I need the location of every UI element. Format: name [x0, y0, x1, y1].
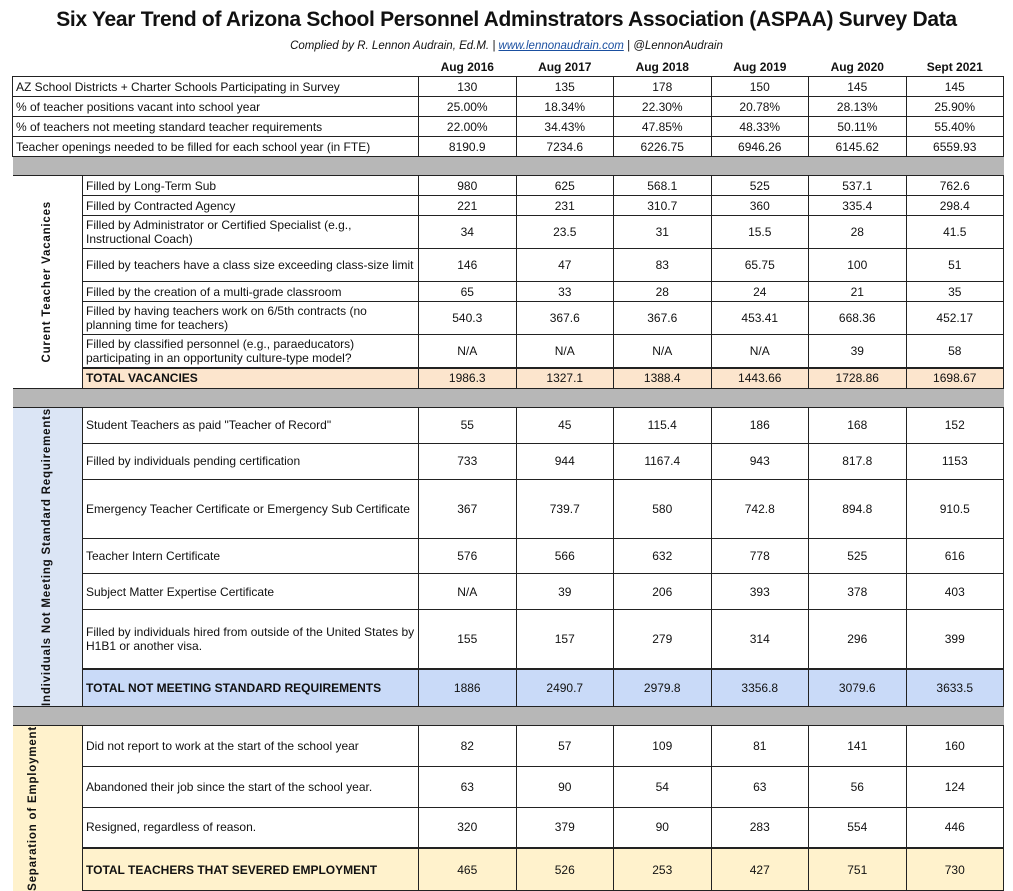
- cell-value: 63: [711, 766, 809, 807]
- cell-value: 35: [906, 282, 1004, 302]
- cell-value: 540.3: [419, 302, 517, 335]
- table-row: [13, 302, 1004, 335]
- section-divider: [13, 706, 1004, 725]
- total-value: 526: [516, 848, 614, 891]
- row-label: Filled by classified personnel (e.g., paraeducators) participating in an opportunity culture-type model?: [83, 335, 419, 368]
- cell-value: 55: [419, 408, 517, 444]
- total-label: TOTAL VACANCIES: [83, 368, 419, 389]
- cell-value: 124: [906, 766, 1004, 807]
- total-row: [13, 848, 1004, 891]
- cell-value: 739.7: [516, 479, 614, 538]
- cell-value: 47.85%: [614, 117, 712, 137]
- cell-value: 566: [516, 538, 614, 574]
- cell-value: 47: [516, 249, 614, 282]
- row-label: % of teachers not meeting standard teacher requirements: [13, 117, 419, 137]
- cell-value: 446: [906, 807, 1004, 848]
- cell-value: 576: [419, 538, 517, 574]
- cell-value: 25.00%: [419, 97, 517, 117]
- cell-value: 157: [516, 610, 614, 669]
- cell-value: 152: [906, 408, 1004, 444]
- cell-value: 22.30%: [614, 97, 712, 117]
- cell-value: 25.90%: [906, 97, 1004, 117]
- cell-value: 90: [614, 807, 712, 848]
- cell-value: 57: [516, 725, 614, 766]
- page-title: Six Year Trend of Arizona School Personnel Adminstrators Association (ASPAA) Survey Data: [56, 8, 957, 31]
- table-row: [13, 479, 1004, 538]
- total-value: 2490.7: [516, 669, 614, 707]
- cell-value: 537.1: [809, 176, 907, 196]
- column-header: Aug 2019: [733, 59, 787, 74]
- subtitle-credit: Complied by R. Lennon Audrain, Ed.M. |: [290, 40, 499, 52]
- table-row: [13, 196, 1004, 216]
- total-value: 1388.4: [614, 368, 712, 389]
- cell-value: 944: [516, 443, 614, 479]
- cell-value: 28: [614, 282, 712, 302]
- cell-value: 65.75: [711, 249, 809, 282]
- cell-value: 335.4: [809, 196, 907, 216]
- cell-value: 762.6: [906, 176, 1004, 196]
- row-label: Filled by having teachers work on 6/5th contracts (no planning time for teachers): [83, 302, 419, 335]
- total-label: TOTAL TEACHERS THAT SEVERED EMPLOYMENT: [83, 848, 419, 891]
- table-row: [13, 335, 1004, 368]
- total-value: 730: [906, 848, 1004, 891]
- row-label: Subject Matter Expertise Certificate: [83, 574, 419, 610]
- column-header: Aug 2016: [440, 59, 494, 74]
- cell-value: 45: [516, 408, 614, 444]
- cell-value: 980: [419, 176, 517, 196]
- cell-value: N/A: [516, 335, 614, 368]
- cell-value: 283: [711, 807, 809, 848]
- row-label: % of teacher positions vacant into school year: [13, 97, 419, 117]
- cell-value: 279: [614, 610, 712, 669]
- table-row: [13, 807, 1004, 848]
- section-divider: [13, 157, 1004, 176]
- cell-value: 28.13%: [809, 97, 907, 117]
- cell-value: 15.5: [711, 216, 809, 249]
- row-label: Teacher openings needed to be filled for each school year (in FTE): [13, 137, 419, 157]
- cell-value: 100: [809, 249, 907, 282]
- cell-value: 22.00%: [419, 117, 517, 137]
- row-label: Filled by individuals pending certification: [83, 443, 419, 479]
- cell-value: 141: [809, 725, 907, 766]
- section-label-text: Curent Teacher Vacanices: [40, 201, 53, 363]
- cell-value: 55.40%: [906, 117, 1004, 137]
- cell-value: 65: [419, 282, 517, 302]
- cell-value: 41.5: [906, 216, 1004, 249]
- cell-value: 554: [809, 807, 907, 848]
- subtitle: [0, 40, 1013, 52]
- cell-value: 48.33%: [711, 117, 809, 137]
- cell-value: 146: [419, 249, 517, 282]
- cell-value: 178: [614, 77, 712, 97]
- divider-cell: [13, 389, 1004, 408]
- cell-value: 115.4: [614, 408, 712, 444]
- total-value: 1698.67: [906, 368, 1004, 389]
- cell-value: 145: [809, 77, 907, 97]
- subtitle-handle: | @LennonAudrain: [623, 40, 723, 52]
- cell-value: 109: [614, 725, 712, 766]
- cell-value: 742.8: [711, 479, 809, 538]
- column-header: Aug 2018: [635, 59, 689, 74]
- table-row: [13, 282, 1004, 302]
- cell-value: 6145.62: [809, 137, 907, 157]
- header-row: [13, 57, 1004, 77]
- header-blank: [13, 57, 419, 77]
- total-row: [13, 669, 1004, 707]
- cell-value: 39: [809, 335, 907, 368]
- cell-value: 21: [809, 282, 907, 302]
- divider-cell: [13, 157, 1004, 176]
- row-label: Filled by Long-Term Sub: [83, 176, 419, 196]
- row-label: Student Teachers as paid "Teacher of Record": [83, 408, 419, 444]
- table-row: [13, 610, 1004, 669]
- cell-value: 894.8: [809, 479, 907, 538]
- total-value: 1443.66: [711, 368, 809, 389]
- row-label: Abandoned their job since the start of the school year.: [83, 766, 419, 807]
- column-header: Aug 2020: [830, 59, 884, 74]
- section-label-text: Separation of Employment: [27, 725, 40, 891]
- row-label: Filled by individuals hired from outside of the United States by H1B1 or another visa.: [83, 610, 419, 669]
- cell-value: 616: [906, 538, 1004, 574]
- cell-value: 23.5: [516, 216, 614, 249]
- cell-value: 314: [711, 610, 809, 669]
- row-label: Emergency Teacher Certificate or Emergency Sub Certificate: [83, 479, 419, 538]
- cell-value: 8190.9: [419, 137, 517, 157]
- cell-value: 625: [516, 176, 614, 196]
- cell-value: 63: [419, 766, 517, 807]
- website-link[interactable]: www.lennonaudrain.com: [498, 40, 624, 52]
- cell-value: 1153: [906, 443, 1004, 479]
- table-row: [13, 408, 1004, 444]
- row-label: Filled by teachers have a class size exceeding class-size limit: [83, 249, 419, 282]
- cell-value: 81: [711, 725, 809, 766]
- column-header: Sept 2021: [926, 59, 983, 74]
- cell-value: 452.17: [906, 302, 1004, 335]
- total-value: 253: [614, 848, 712, 891]
- cell-value: 18.34%: [516, 97, 614, 117]
- cell-value: 58: [906, 335, 1004, 368]
- cell-value: 6226.75: [614, 137, 712, 157]
- cell-value: 206: [614, 574, 712, 610]
- cell-value: 231: [516, 196, 614, 216]
- cell-value: N/A: [614, 335, 712, 368]
- cell-value: 150: [711, 77, 809, 97]
- cell-value: 568.1: [614, 176, 712, 196]
- section-label: [13, 408, 83, 707]
- total-value: 751: [809, 848, 907, 891]
- cell-value: 525: [809, 538, 907, 574]
- cell-value: 453.41: [711, 302, 809, 335]
- cell-value: 632: [614, 538, 712, 574]
- cell-value: 135: [516, 77, 614, 97]
- summary-row: [13, 97, 1004, 117]
- cell-value: 367: [419, 479, 517, 538]
- cell-value: 20.78%: [711, 97, 809, 117]
- cell-value: 39: [516, 574, 614, 610]
- row-label: Filled by the creation of a multi-grade classroom: [83, 282, 419, 302]
- cell-value: N/A: [419, 335, 517, 368]
- cell-value: N/A: [419, 574, 517, 610]
- divider-cell: [13, 706, 1004, 725]
- table-row: [13, 538, 1004, 574]
- cell-value: 943: [711, 443, 809, 479]
- cell-value: 1167.4: [614, 443, 712, 479]
- row-label: Teacher Intern Certificate: [83, 538, 419, 574]
- cell-value: 296: [809, 610, 907, 669]
- row-label: AZ School Districts + Charter Schools Participating in Survey: [13, 77, 419, 97]
- cell-value: 56: [809, 766, 907, 807]
- cell-value: 580: [614, 479, 712, 538]
- summary-row: [13, 137, 1004, 157]
- table-row: [13, 443, 1004, 479]
- table-row: [13, 249, 1004, 282]
- cell-value: 360: [711, 196, 809, 216]
- survey-table: [12, 57, 1004, 891]
- column-header: Aug 2017: [538, 59, 592, 74]
- cell-value: 221: [419, 196, 517, 216]
- total-label: TOTAL NOT MEETING STANDARD REQUIREMENTS: [83, 669, 419, 707]
- cell-value: 298.4: [906, 196, 1004, 216]
- total-value: 1728.86: [809, 368, 907, 389]
- table-row: [13, 176, 1004, 196]
- cell-value: 668.36: [809, 302, 907, 335]
- cell-value: 168: [809, 408, 907, 444]
- cell-value: 145: [906, 77, 1004, 97]
- total-row: [13, 368, 1004, 389]
- row-label: Resigned, regardless of reason.: [83, 807, 419, 848]
- cell-value: 6946.26: [711, 137, 809, 157]
- cell-value: 33: [516, 282, 614, 302]
- total-value: 2979.8: [614, 669, 712, 707]
- cell-value: 130: [419, 77, 517, 97]
- row-label: Filled by Contracted Agency: [83, 196, 419, 216]
- total-value: 3633.5: [906, 669, 1004, 707]
- cell-value: 34: [419, 216, 517, 249]
- cell-value: 34.43%: [516, 117, 614, 137]
- total-value: 3356.8: [711, 669, 809, 707]
- table-row: [13, 574, 1004, 610]
- cell-value: 320: [419, 807, 517, 848]
- cell-value: 83: [614, 249, 712, 282]
- total-value: 427: [711, 848, 809, 891]
- cell-value: 90: [516, 766, 614, 807]
- section-label: [13, 725, 83, 890]
- cell-value: 733: [419, 443, 517, 479]
- summary-row: [13, 77, 1004, 97]
- table-row: [13, 216, 1004, 249]
- cell-value: 28: [809, 216, 907, 249]
- cell-value: 367.6: [614, 302, 712, 335]
- cell-value: 393: [711, 574, 809, 610]
- summary-row: [13, 117, 1004, 137]
- cell-value: 310.7: [614, 196, 712, 216]
- row-label: Filled by Administrator or Certified Specialist (e.g., Instructional Coach): [83, 216, 419, 249]
- cell-value: 54: [614, 766, 712, 807]
- total-value: 1886: [419, 669, 517, 707]
- cell-value: 817.8: [809, 443, 907, 479]
- cell-value: 399: [906, 610, 1004, 669]
- total-value: 1327.1: [516, 368, 614, 389]
- cell-value: 51: [906, 249, 1004, 282]
- table-row: [13, 725, 1004, 766]
- cell-value: 778: [711, 538, 809, 574]
- row-label: Did not report to work at the start of the school year: [83, 725, 419, 766]
- cell-value: 910.5: [906, 479, 1004, 538]
- total-value: 1986.3: [419, 368, 517, 389]
- cell-value: 6559.93: [906, 137, 1004, 157]
- section-divider: [13, 389, 1004, 408]
- section-label-text: Individuals Not Meeting Standard Requirements: [40, 408, 53, 706]
- cell-value: 82: [419, 725, 517, 766]
- table-row: [13, 766, 1004, 807]
- section-label: [13, 176, 83, 389]
- cell-value: 379: [516, 807, 614, 848]
- cell-value: 160: [906, 725, 1004, 766]
- cell-value: 186: [711, 408, 809, 444]
- cell-value: 50.11%: [809, 117, 907, 137]
- cell-value: 24: [711, 282, 809, 302]
- cell-value: 403: [906, 574, 1004, 610]
- cell-value: 525: [711, 176, 809, 196]
- cell-value: N/A: [711, 335, 809, 368]
- cell-value: 378: [809, 574, 907, 610]
- cell-value: 31: [614, 216, 712, 249]
- cell-value: 155: [419, 610, 517, 669]
- total-value: 465: [419, 848, 517, 891]
- cell-value: 367.6: [516, 302, 614, 335]
- cell-value: 7234.6: [516, 137, 614, 157]
- total-value: 3079.6: [809, 669, 907, 707]
